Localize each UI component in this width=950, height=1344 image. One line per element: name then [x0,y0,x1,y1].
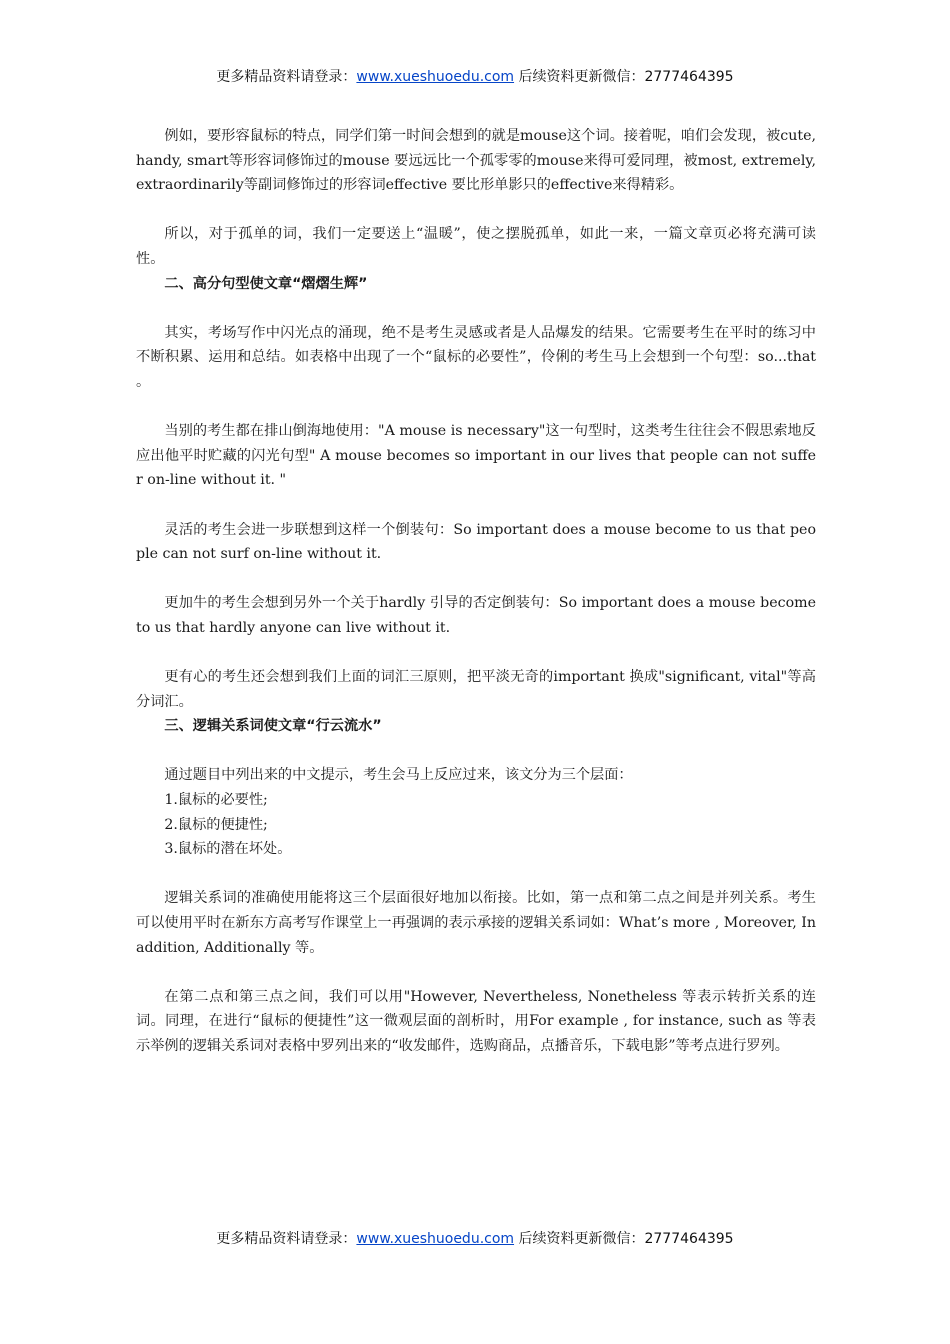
footer-prefix: 更多精品资料请登录： [216,1231,357,1247]
paragraph-5: 灵活的考生会进一步联想到这样一个倒装句：So important does a mouse become to us that people can not surf on-line without it. [136,521,816,563]
section-heading-2: 二、高分句型使文章“熠熠生辉” [164,275,368,292]
list-item-2: 2.鼠标的便捷性; [164,816,268,833]
list-item-1: 1.鼠标的必要性; [164,792,268,809]
paragraph-6: 更加牛的考生会想到另外一个关于hardly 引导的否定倒装句：So important does a mouse become to us that hardly anyone can live without it. [136,595,816,636]
paragraph-9: 逻辑关系词的准确使用能将这三个层面很好地加以衔接。比如，第一点和第二点之间是并列关系。考生可以使用平时在新东方高考写作课堂上一再强调的表示承接的逻辑关系词如：What’s more , Moreover, In addition, Additionally 等。 [136,890,816,956]
footer-suffix: 后续资料更新微信：2777464395 [514,1231,734,1247]
header-suffix: 后续资料更新微信：2777464395 [514,69,734,85]
document-body [136,124,816,1059]
paragraph-4: 当别的考生都在排山倒海地使用："A mouse is necessary"这一句型时，这类考生往往会不假思索地反应出他平时贮藏的闪光句型" A mouse becomes so important in our lives that people can not suffer on-line without it. " [136,423,816,489]
paragraph-8: 通过题目中列出来的中文提示，考生会马上反应过来，该文分为三个层面： [164,767,633,784]
paragraph-1: 例如，要形容鼠标的特点，同学们第一时间会想到的就是mouse这个词。接着呢，咱们会发现，被cute, handy, smart等形容词修饰过的mouse 要远远比一个孤零零的mouse来得可爱同理，被most, extremely, extraordinarily等副词修饰过的形容词effective 要比形单影只的effective来得精彩。 [136,128,816,194]
header-site-link[interactable]: www.xueshuoedu.com [356,69,515,85]
paragraph-7: 更有心的考生还会想到我们上面的词汇三原则，把平淡无奇的important 换成"significant, vital"等高分词汇。 [136,669,816,710]
paragraph-10: 在第二点和第三点之间，我们可以用"However, Nevertheless, Nonetheless 等表示转折关系的连词。同理，在进行“鼠标的便捷性”这一微观层面的剖析时，用For example , for instance, such as 等表示举例的逻辑关系词对表格中罗列出来的“收发邮件，选购商品，点播音乐，下载电影”等考点进行罗列。 [136,988,816,1054]
section-heading-3: 三、逻辑关系词使文章“行云流水” [164,718,382,735]
paragraph-3: 其实，考场写作中闪光点的涌现，绝不是考生灵感或者是人品爆发的结果。它需要考生在平时的练习中不断积累、运用和总结。如表格中出现了一个“鼠标的必要性”，伶俐的考生马上会想到一个句型：so...that 。 [136,324,816,390]
list-item-3: 3.鼠标的潜在坏处。 [164,841,292,858]
page-header-banner [0,66,950,86]
page-footer-banner [0,1228,950,1248]
footer-site-link[interactable]: www.xueshuoedu.com [356,1231,515,1247]
header-prefix: 更多精品资料请登录： [216,69,357,85]
paragraph-2: 所以，对于孤单的词，我们一定要送上“温暖”，使之摆脱孤单，如此一来，一篇文章页必将充满可读性。 [136,226,816,267]
